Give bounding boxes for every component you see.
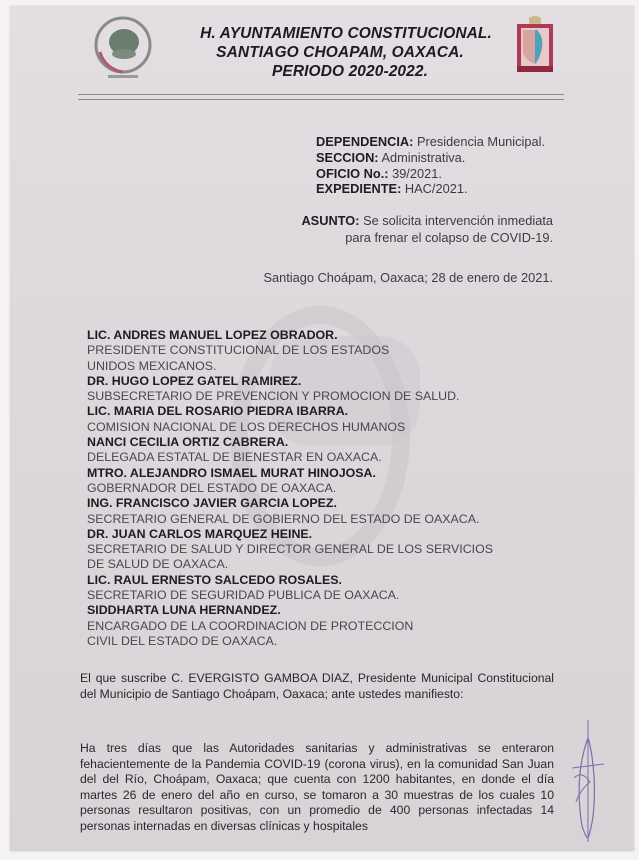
recipient-name: LIC. RAUL ERNESTO SALCEDO ROSALES. <box>87 572 342 587</box>
header-rule-top <box>78 94 564 95</box>
document-page <box>10 6 634 851</box>
recipient-role: ENCARGADO DE LA COORDINACION DE PROTECCION <box>87 618 414 633</box>
subject-label: ASUNTO: <box>301 213 360 228</box>
document-metadata <box>316 134 545 197</box>
recipient-role: SECRETARIO DE SEGURIDAD PUBLICA DE OAXACA. <box>87 588 400 603</box>
recipient-role: UNIDOS MEXICANOS. <box>87 358 217 373</box>
header-title <box>170 24 510 81</box>
subject-line-1: Se solicita intervención inmediata <box>363 213 553 228</box>
recipient-name: NANCI CECILIA ORTIZ CABRERA. <box>87 435 289 450</box>
body-paragraph-2: Ha tres días que las Autoridades sanitarias y administrativas se enteraron fehacientemente de la Pandemia COVID-19 (corona virus), en la comunidad San Juan del del Río, Choápam, Oaxaca; que cuenta con 1200 habitantes, en donde el día martes 26 de enero del año en curso, se tomaron a 30 muestras de los cuales 10 personas resultaron positivas, con un promedio de 400 personas infectadas 14 personas internadas en diversas clínicas y hospitales <box>80 741 554 833</box>
meta-oficio: OFICIO No.: 39/2021. <box>316 165 442 181</box>
place-date: Santiago Choápam, Oaxaca; 28 de enero de 2021. <box>263 270 553 285</box>
header-rule-bottom <box>78 99 564 100</box>
recipient-name: DR. JUAN CARLOS MARQUEZ HEINE. <box>87 526 313 541</box>
header-line-3: PERIODO 2020-2022. <box>271 63 429 80</box>
recipient-name: LIC. MARIA DEL ROSARIO PIEDRA IBARRA. <box>87 404 349 419</box>
recipient-role: COMISION NACIONAL DE LOS DERECHOS HUMANOS <box>87 419 406 434</box>
body-paragraph-1: El que suscribe C. EVERGISTO GAMBOA DIAZ, Presidente Municipal Constitucional del Municipio de Santiago Choápam, Oaxaca; ante ustedes manifiesto: <box>80 671 554 701</box>
recipient-role: DE SALUD DE OAXACA. <box>87 557 229 572</box>
recipient-name: ING. FRANCISCO JAVIER GARCIA LOPEZ. <box>87 496 337 511</box>
recipient-role: SUBSECRETARIO DE PREVENCION Y PROMOCION DE SALUD. <box>87 389 460 404</box>
meta-expediente: EXPEDIENTE: HAC/2021. <box>316 181 468 197</box>
signature-mark <box>570 716 606 846</box>
recipient-role: SECRETARIO DE SALUD Y DIRECTOR GENERAL DE LOS SERVICIOS <box>87 542 494 557</box>
recipient-role: PRESIDENTE CONSTITUCIONAL DE LOS ESTADOS <box>87 343 390 358</box>
recipient-name: SIDDHARTA LUNA HERNANDEZ. <box>87 603 281 618</box>
subject-block <box>295 212 553 246</box>
recipient-role: CIVIL DEL ESTADO DE OAXACA. <box>87 633 278 648</box>
recipient-role: DELEGADA ESTATAL DE BIENESTAR EN OAXACA. <box>87 450 382 465</box>
subject-line-2: para frenar el colapso de COVID-19. <box>345 230 553 245</box>
meta-dependencia: DEPENDENCIA: Presidencia Municipal. <box>316 134 546 149</box>
recipients-list <box>87 328 493 649</box>
recipient-name: DR. HUGO LOPEZ GATEL RAMIREZ. <box>87 373 302 388</box>
recipient-role: SECRETARIO GENERAL DE GOBIERNO DEL ESTADO DE OAXACA. <box>87 511 480 526</box>
header-line-1: H. AYUNTAMIENTO CONSTITUCIONAL. <box>200 25 492 42</box>
recipient-name: MTRO. ALEJANDRO ISMAEL MURAT HINOJOSA. <box>87 465 376 480</box>
meta-seccion: SECCION: Administrativa. <box>316 149 466 165</box>
oaxaca-coat-of-arms-icon <box>515 16 555 74</box>
header-line-2: SANTIAGO CHOAPAM, OAXACA. <box>216 44 464 61</box>
recipient-role: GOBERNADOR DEL ESTADO DE OAXACA. <box>87 480 337 495</box>
recipient-name: LIC. ANDRES MANUEL LOPEZ OBRADOR. <box>87 328 338 342</box>
mexico-coat-of-arms-icon <box>88 12 158 82</box>
